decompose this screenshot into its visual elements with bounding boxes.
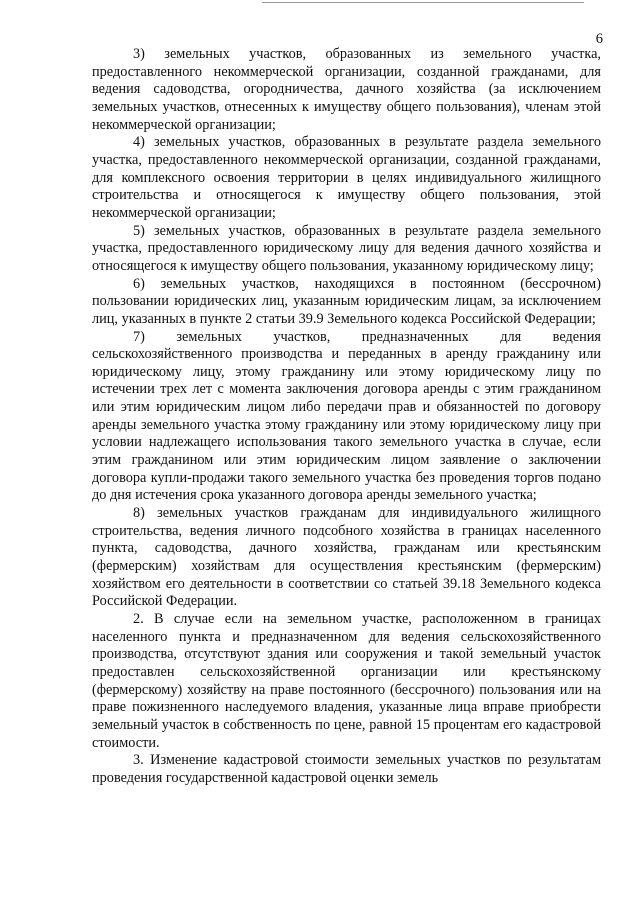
paragraph-item-8: 8) земельных участков гражданам для индивидуального жилищного строительства, ведения личного подсобного хозяйства в границах населенного пункта, садоводства, дачного хозяйства, гражданам или крестьянским (фермерским) хозяйствам для осуществления крестьянским (фермерским) хозяйством его деятельности в соответствии со статьей 39.18 Земельного кодекса Российской Федерации. xyxy=(92,505,601,610)
paragraph-item-3: 3) земельных участков, образованных из земельного участка, предоставленного некоммерческой организации, созданной гражданами, для ведения садоводства, огородничества, дачного хозяйства (за исключением земельных участков, отнесенных к имуществу общего пользования), членам этой некоммерческой организации; xyxy=(92,46,601,133)
paragraph-item-5: 5) земельных участков, образованных в результате раздела земельного участка, предоставленного юридическому лицу для ведения дачного хозяйства и относящегося к имуществу общего пользования, указанному юридическому лицу; xyxy=(92,222,601,274)
page-number: 6 xyxy=(595,31,603,47)
top-rule xyxy=(262,2,584,3)
document-body xyxy=(92,46,601,788)
paragraph-clause-2: 2. В случае если на земельном участке, расположенном в границах населенного пункта и предназначенном для ведения сельскохозяйственного производства, отсутствуют здания или сооружения и такой земельный участок предоставлен сельскохозяйственной организации или крестьянскому (фермерскому) хозяйству на праве постоянного (бессрочного) пользования или на праве пожизненного наследуемого владения, указанные лица вправе приобрести земельный участок в собственность по цене, равной 15 процентам его кадастровой стоимости. xyxy=(92,611,601,751)
paragraph-item-6: 6) земельных участков, находящихся в постоянном (бессрочном) пользовании юридических лиц, указанным юридическим лицам, за исключением лиц, указанных в пункте 2 статьи 39.9 Земельного кодекса Российской Федерации; xyxy=(92,275,601,327)
paragraph-item-7: 7) земельных участков, предназначенных для ведения сельскохозяйственного производства и переданных в аренду гражданину или юридическому лицу, этому гражданину или этому юридическому лицу по истечении трех лет с момента заключения договора аренды с этим гражданином или этим юридическим лицом либо передачи прав и обязанностей по договору аренды земельного участка этому гражданину или этому юридическому лицу при условии надлежащего использования такого земельного участка в случае, если этим гражданином или этим юридическим лицом заявление о заключении договора купли-продажи такого земельного участка без проведения торгов подано до дня истечения срока указанного договора аренды земельного участка; xyxy=(92,328,601,504)
paragraph-item-4: 4) земельных участков, образованных в результате раздела земельного участка, предоставленного некоммерческой организации, созданной гражданами, для комплексного освоения территории в целях индивидуального жилищного строительства и относящегося к имуществу общего пользования, этой некоммерческой организации; xyxy=(92,134,601,221)
paragraph-clause-3: 3. Изменение кадастровой стоимости земельных участков по результатам проведения государственной кадастровой оценки земель xyxy=(92,752,601,786)
